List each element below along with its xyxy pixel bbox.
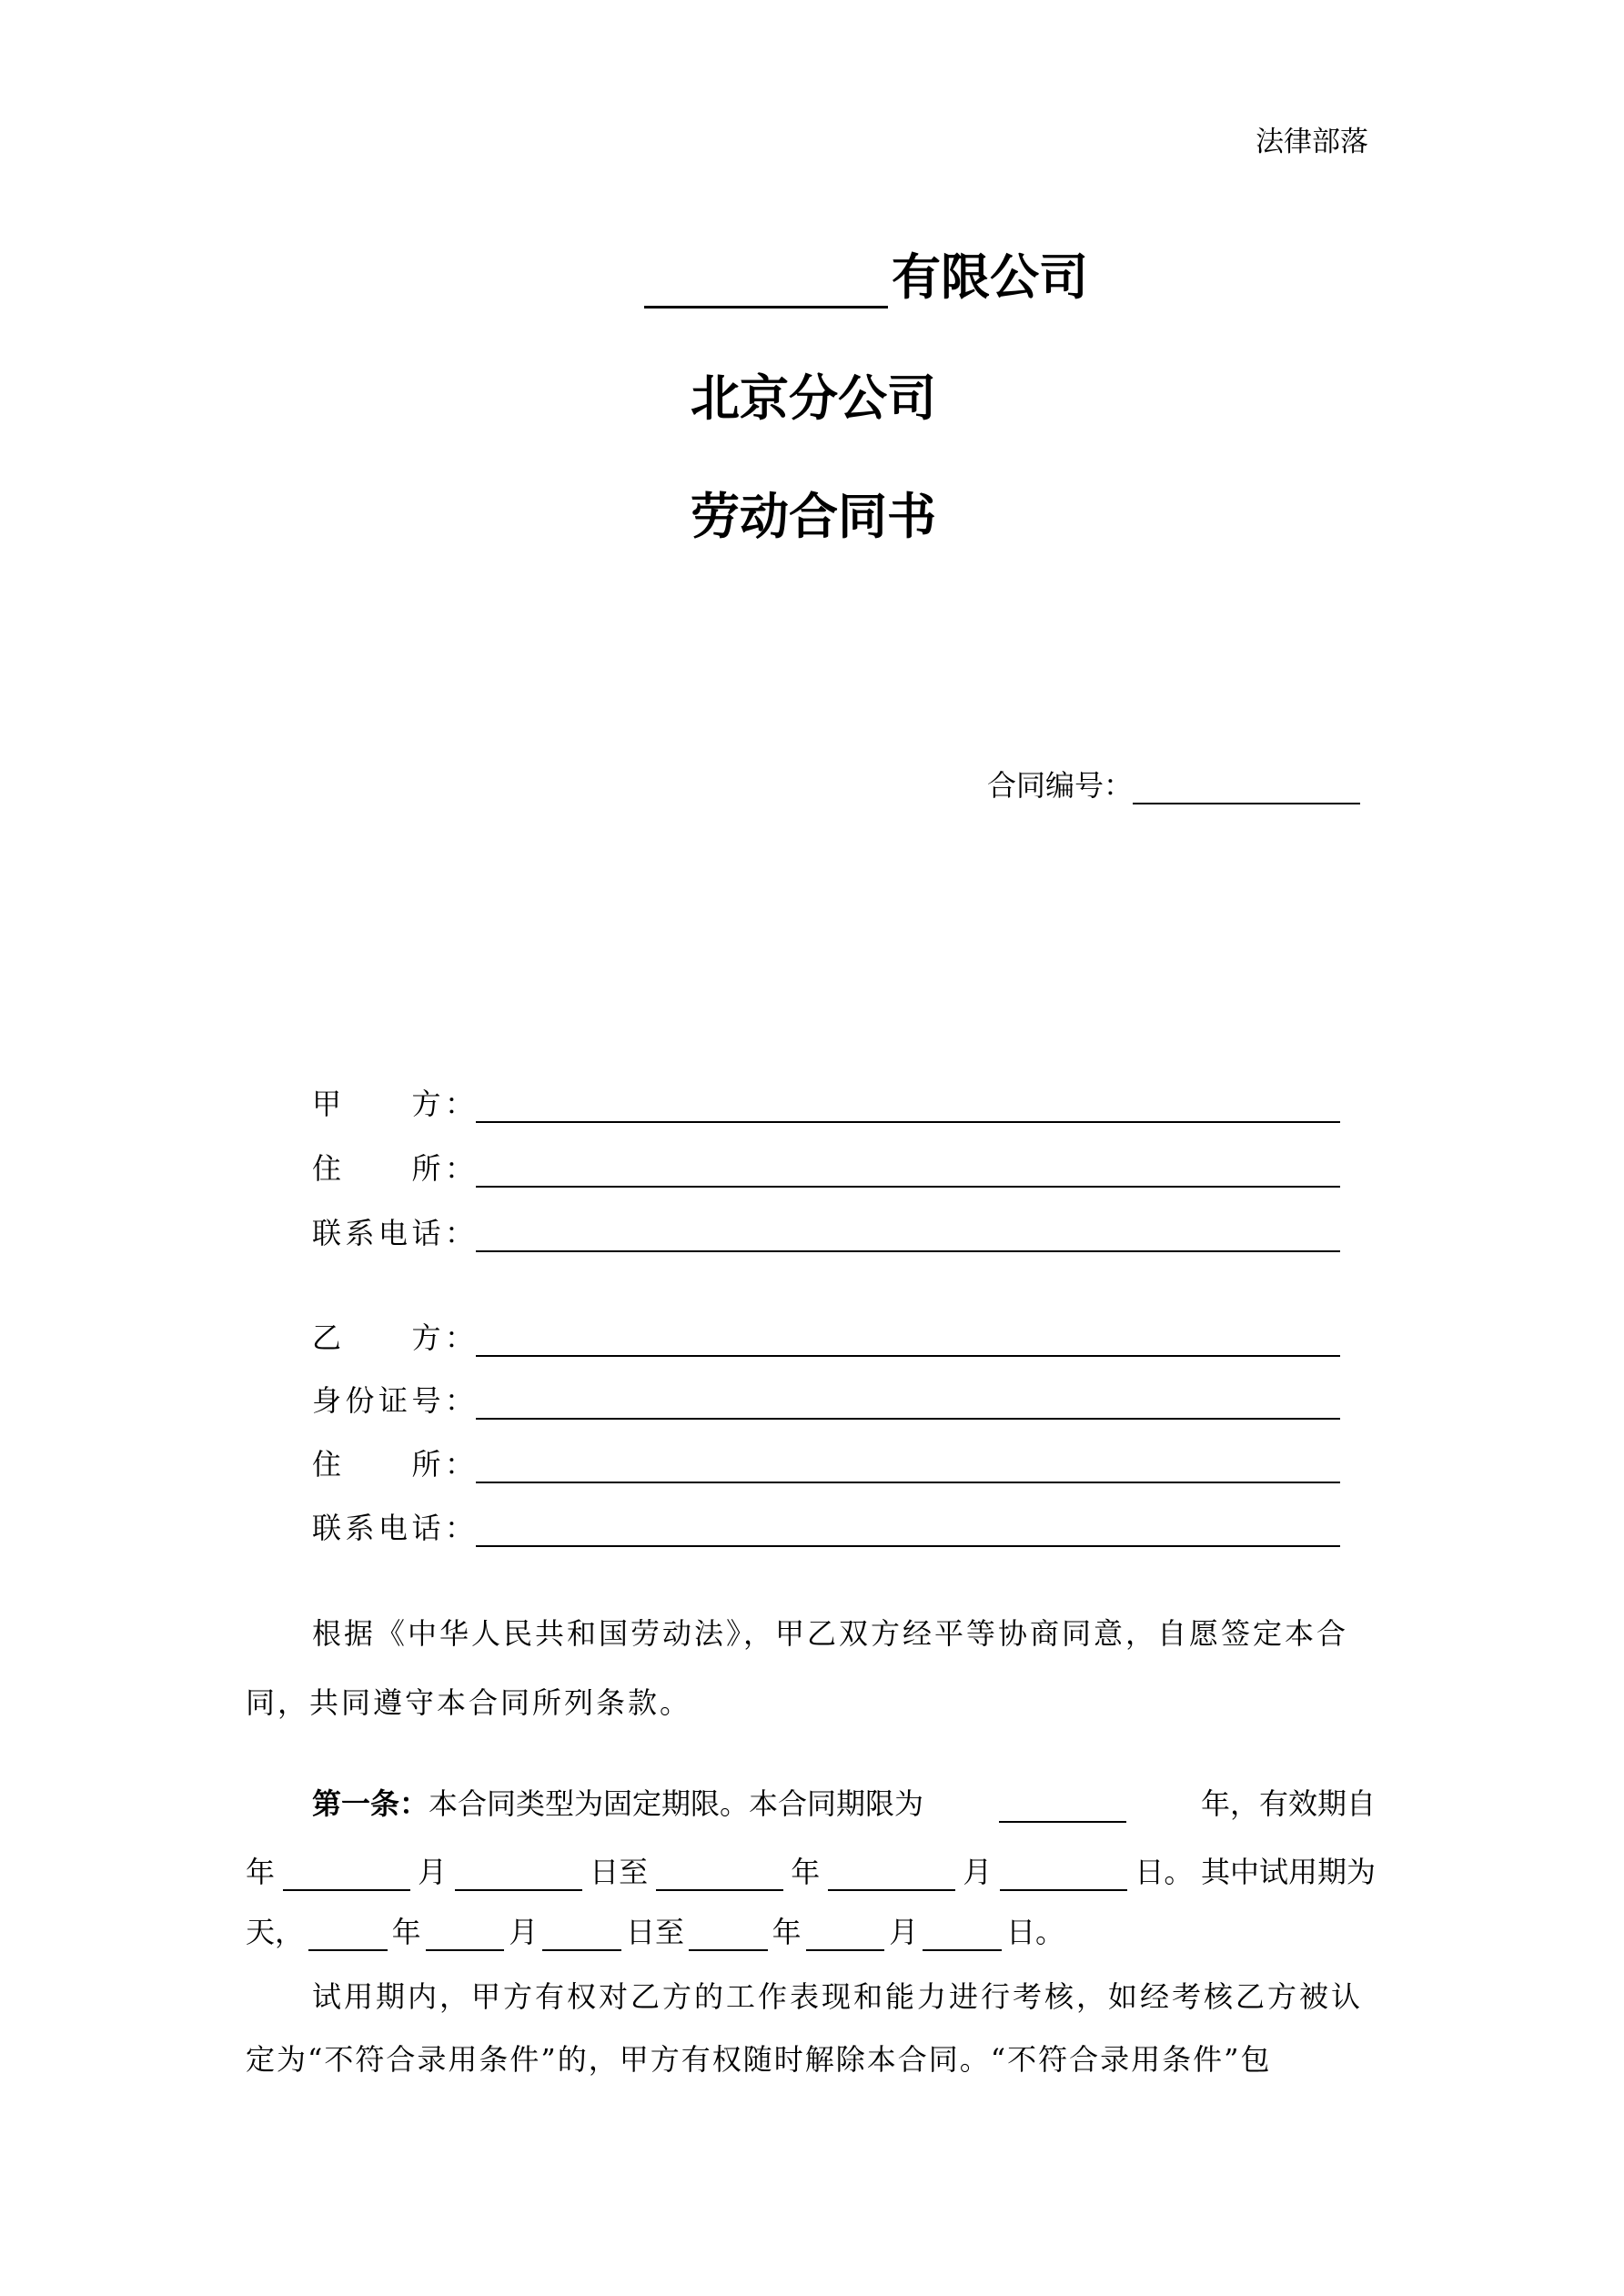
contract-number-blank[interactable] bbox=[1133, 775, 1360, 804]
field-blank[interactable] bbox=[476, 1158, 1340, 1188]
text: 月 bbox=[963, 1855, 993, 1889]
article1-line-3 bbox=[246, 1909, 1064, 1951]
party-b-name-field bbox=[312, 1315, 1340, 1357]
blank[interactable] bbox=[923, 1924, 1002, 1951]
text: 年 bbox=[772, 1915, 802, 1949]
text: 日至 bbox=[590, 1855, 649, 1889]
party-a-phone-field bbox=[312, 1210, 1340, 1252]
text: 年 bbox=[791, 1855, 821, 1889]
field-blank[interactable] bbox=[476, 1094, 1340, 1123]
blank[interactable] bbox=[308, 1924, 388, 1951]
text: 天， bbox=[246, 1915, 305, 1949]
preamble-line-1: 根据《中华人民共和国劳动法》，甲乙双方经平等协商同意，自愿签定本合 bbox=[312, 1616, 1349, 1651]
field-label: 住 所： bbox=[312, 1151, 476, 1186]
text: 年 bbox=[246, 1855, 276, 1889]
blank[interactable] bbox=[656, 1864, 783, 1891]
text: 日。 bbox=[1135, 1855, 1194, 1889]
field-blank[interactable] bbox=[476, 1391, 1340, 1420]
text: 本合同类型为固定期限。本合同期限为 bbox=[429, 1786, 924, 1821]
field-label: 乙 方： bbox=[312, 1320, 476, 1355]
article-label: 第一条： bbox=[312, 1786, 429, 1821]
text: 月 bbox=[418, 1855, 448, 1889]
blank[interactable] bbox=[828, 1864, 955, 1891]
blank[interactable] bbox=[806, 1924, 885, 1951]
party-b-id-field bbox=[312, 1378, 1340, 1420]
text: 日。 bbox=[1005, 1915, 1064, 1949]
field-label: 甲 方： bbox=[312, 1087, 476, 1121]
text: 年，有效期自 bbox=[1200, 1786, 1376, 1821]
field-blank[interactable] bbox=[476, 1454, 1340, 1483]
contract-number-label: 合同编号： bbox=[987, 768, 1134, 803]
title-company bbox=[644, 238, 1088, 308]
party-b-address-field bbox=[312, 1441, 1340, 1483]
party-a-address-field bbox=[312, 1146, 1340, 1188]
blank[interactable] bbox=[283, 1864, 410, 1891]
company-suffix: 有限公司 bbox=[892, 248, 1088, 306]
field-blank[interactable] bbox=[476, 1223, 1340, 1252]
article1-line-1 bbox=[312, 1781, 1376, 1823]
text: 月 bbox=[889, 1915, 919, 1949]
field-label: 联系电话： bbox=[312, 1511, 476, 1545]
field-blank[interactable] bbox=[476, 1328, 1340, 1357]
article1-line-2 bbox=[246, 1849, 1376, 1891]
term-years-blank[interactable] bbox=[999, 1795, 1126, 1823]
blank[interactable] bbox=[455, 1864, 582, 1891]
contract-number bbox=[987, 763, 1360, 804]
field-label: 身份证号： bbox=[312, 1383, 476, 1418]
title-branch: 北京分公司 bbox=[691, 369, 936, 427]
field-label: 联系电话： bbox=[312, 1216, 476, 1250]
header-source: 法律部落 bbox=[1256, 126, 1368, 158]
field-blank[interactable] bbox=[476, 1518, 1340, 1547]
party-b-phone-field bbox=[312, 1505, 1340, 1547]
text: 日至 bbox=[625, 1915, 684, 1949]
preamble-line-2: 同，共同遵守本合同所列条款。 bbox=[246, 1685, 692, 1720]
company-name-blank[interactable] bbox=[644, 260, 888, 308]
article1-para2-line-1: 试用期内，甲方有权对乙方的工作表现和能力进行考核，如经考核乙方被认 bbox=[312, 1979, 1364, 2014]
blank[interactable] bbox=[542, 1924, 621, 1951]
article1-para2-line-2: 定为“不符合录用条件”的，甲方有权随时解除本合同。“不符合录用条件”包 bbox=[246, 2042, 1272, 2077]
text: 年 bbox=[391, 1915, 421, 1949]
blank[interactable] bbox=[689, 1924, 768, 1951]
text: 其中试用期为 bbox=[1200, 1855, 1376, 1889]
party-a-name-field bbox=[312, 1081, 1340, 1123]
blank[interactable] bbox=[426, 1924, 505, 1951]
document-title: 劳动合同书 bbox=[691, 488, 936, 545]
text: 月 bbox=[509, 1915, 539, 1949]
blank[interactable] bbox=[1000, 1864, 1127, 1891]
field-label: 住 所： bbox=[312, 1447, 476, 1482]
